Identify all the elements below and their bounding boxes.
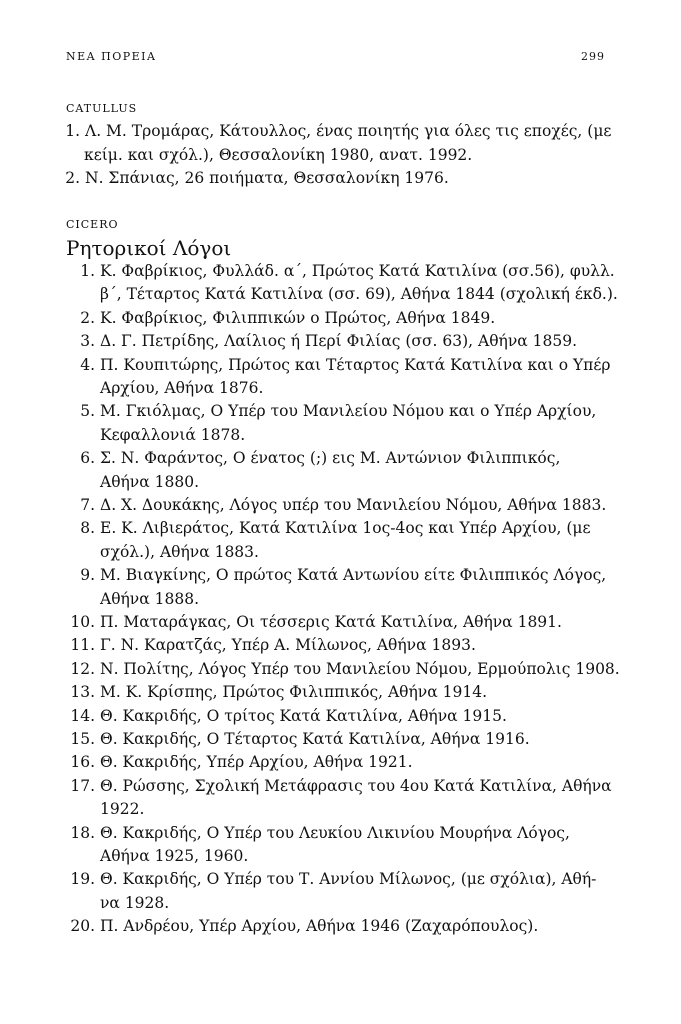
entry-text: Κ. Φαβρίκιος, Φυλλάδ. α΄, Πρώτος Κατά Κατιλίνα (σσ.56), φυλλ. (100, 262, 615, 280)
bibliography-entry (0, 307, 640, 330)
entry-text: Θ. Κακριδής, Ο Υπέρ του Λευκίου Λικινίου Μουρήνα Λόγος, (100, 823, 570, 842)
bibliography-entry (0, 330, 640, 353)
running-head: ΝΕΑ ΠΟΡΕΙΑ (66, 50, 157, 63)
bibliography-entry (0, 751, 640, 774)
entry-text: Μ. Κ. Κρίσπης, Πρώτος Φιλιππικός, Αθήνα 1914. (100, 683, 487, 702)
bibliography-entry (0, 658, 640, 681)
entry-text: Θ. Κακριδής, Ο τρίτος Κατά Κατιλίνα, Αθήνα 1915. (100, 706, 507, 725)
entry-text: Θ. Κακριδής, Υπέρ Αρχίου, Αθήνα 1921. (100, 753, 413, 772)
work-title: Ρητορικοί Λόγοι (66, 236, 232, 260)
entry-text: Θ. Ρώσσης, Σχολική Μετάφρασις του 4ου Κατά Κατιλίνα, Αθήνα (100, 776, 612, 795)
bibliography-entry (0, 260, 640, 307)
bibliography-entry (0, 728, 640, 751)
bibliography-entry (0, 822, 640, 869)
entry-text: Κ. Φαβρίκιος, Φιλιππικών ο Πρώτος, Αθήνα 1849. (100, 308, 496, 327)
bibliography-entry (0, 775, 640, 822)
entry-text: Π. Κουπιτώρης, Πρώτος και Τέταρτος Κατά Κατιλίνα και ο Υπέρ (100, 355, 611, 374)
entry-text: Σ. Ν. Φαράντος, Ο ένατος (;) εις Μ. Αντώνιον Φιλιππικός, (100, 449, 561, 468)
entry-text: Ε. Κ. Λιβιεράτος, Κατά Κατιλίνα 1ος-4ος και Υπέρ Αρχίου, (με (100, 519, 591, 538)
entry-number: 2. (65, 169, 80, 187)
bibliography-entry (0, 517, 640, 564)
bibliography-entry (0, 681, 640, 704)
bibliography-entry (0, 705, 640, 728)
entry-text: Δ. Γ. Πετρίδης, Λαίλιος ή Περί Φιλίας (σσ. 63), Αθήνα 1859. (100, 332, 578, 351)
entry-text: Ν. Σπάνιας, 26 ποιήματα, Θεσσαλονίκη 1976. (85, 169, 449, 187)
entry-number: 1. (80, 262, 95, 280)
bibliography-entry (0, 868, 640, 915)
entry-number: 8. (80, 519, 95, 538)
entry-number: 20. (70, 917, 95, 936)
entry-text-continuation: κείμ. και σχόλ.), Θεσσαλονίκη 1980, ανατ. 1992. (84, 145, 473, 164)
entry-number: 13. (70, 683, 95, 702)
bibliography-entry (0, 167, 640, 191)
entry-text: Π. Ανδρέου, Υπέρ Αρχίου, Αθήνα 1946 (Ζαχαρόπουλος). (100, 917, 539, 936)
entry-text: Λ. Μ. Τρομάρας, Κάτουλλος, ένας ποιητής για όλες τις εποχές, (με (85, 122, 612, 140)
entry-number: 12. (70, 659, 95, 678)
entry-text: Ν. Πολίτης, Λόγος Υπέρ του Μανιλείου Νόμου, Ερμούπολις 1908. (100, 659, 620, 678)
section-heading-cicero: CICERO (66, 218, 119, 231)
entry-number: 2. (80, 308, 95, 327)
entry-text-continuation: να 1928. (100, 893, 170, 912)
entry-text-continuation: 1922. (100, 800, 145, 819)
entry-number: 5. (80, 402, 95, 421)
entry-text: Δ. Χ. Δουκάκης, Λόγος υπέρ του Μανιλείου Νόμου, Αθήνα 1883. (100, 496, 607, 514)
entry-number: 1. (65, 122, 80, 140)
entry-text-continuation: Αρχίου, Αθήνα 1876. (100, 378, 264, 397)
entry-number: 17. (70, 776, 95, 795)
section-heading-catullus: CATULLUS (66, 102, 138, 115)
entry-text: Θ. Κακριδής, Ο Υπέρ του Τ. Αννίου Μίλωνος, (με σχόλια), Αθή- (100, 870, 597, 889)
entry-text: Μ. Βιαγκίνης, Ο πρώτος Κατά Αντωνίου είτε Φιλιππικός Λόγος, (100, 566, 607, 585)
entry-number: 3. (80, 332, 95, 351)
entry-text-continuation: σχόλ.), Αθήνα 1883. (100, 542, 259, 561)
entry-text: Γ. Ν. Καρατζάς, Υπέρ Α. Μίλωνος, Αθήνα 1893. (100, 636, 476, 655)
bibliography-entry (0, 564, 640, 611)
bibliography-entry (0, 915, 640, 938)
bibliography-entry (0, 120, 640, 167)
bibliography-entry (0, 354, 640, 401)
entry-number: 6. (80, 449, 95, 468)
entry-number: 16. (70, 753, 95, 772)
entry-number: 7. (80, 496, 95, 514)
entry-number: 4. (80, 355, 95, 374)
entry-text-continuation: β΄, Τέταρτος Κατά Κατιλίνα (σσ. 69), Αθήνα 1844 (σχολική έκδ.). (100, 285, 618, 304)
bibliography-entry (0, 400, 640, 447)
bibliography-entry (0, 611, 640, 634)
bibliography-entry (0, 634, 640, 657)
entry-number: 15. (70, 730, 95, 748)
entry-number: 18. (70, 823, 95, 842)
entry-number: 9. (80, 566, 95, 585)
entry-text-continuation: Αθήνα 1880. (100, 472, 200, 491)
entry-number: 11. (70, 636, 95, 655)
entry-number: 19. (70, 870, 95, 889)
entry-text-continuation: Κεφαλλονιά 1878. (100, 425, 246, 444)
entry-text: Μ. Γκιόλμας, Ο Υπέρ του Μανιλείου Νόμου και ο Υπέρ Αρχίου, (100, 402, 597, 421)
entry-text-continuation: Αθήνα 1888. (100, 589, 200, 608)
page-number: 299 (581, 50, 605, 63)
bibliography-entry (0, 447, 640, 494)
entry-text: Θ. Κακριδής, Ο Τέταρτος Κατά Κατιλίνα, Αθήνα 1916. (100, 730, 530, 748)
bibliography-entry (0, 494, 640, 517)
entry-number: 14. (70, 706, 95, 725)
entry-text: Π. Ματαράγκας, Οι τέσσερις Κατά Κατιλίνα, Αθήνα 1891. (100, 613, 562, 631)
entry-text-continuation: Αθήνα 1925, 1960. (100, 846, 249, 865)
entry-number: 10. (70, 613, 95, 631)
